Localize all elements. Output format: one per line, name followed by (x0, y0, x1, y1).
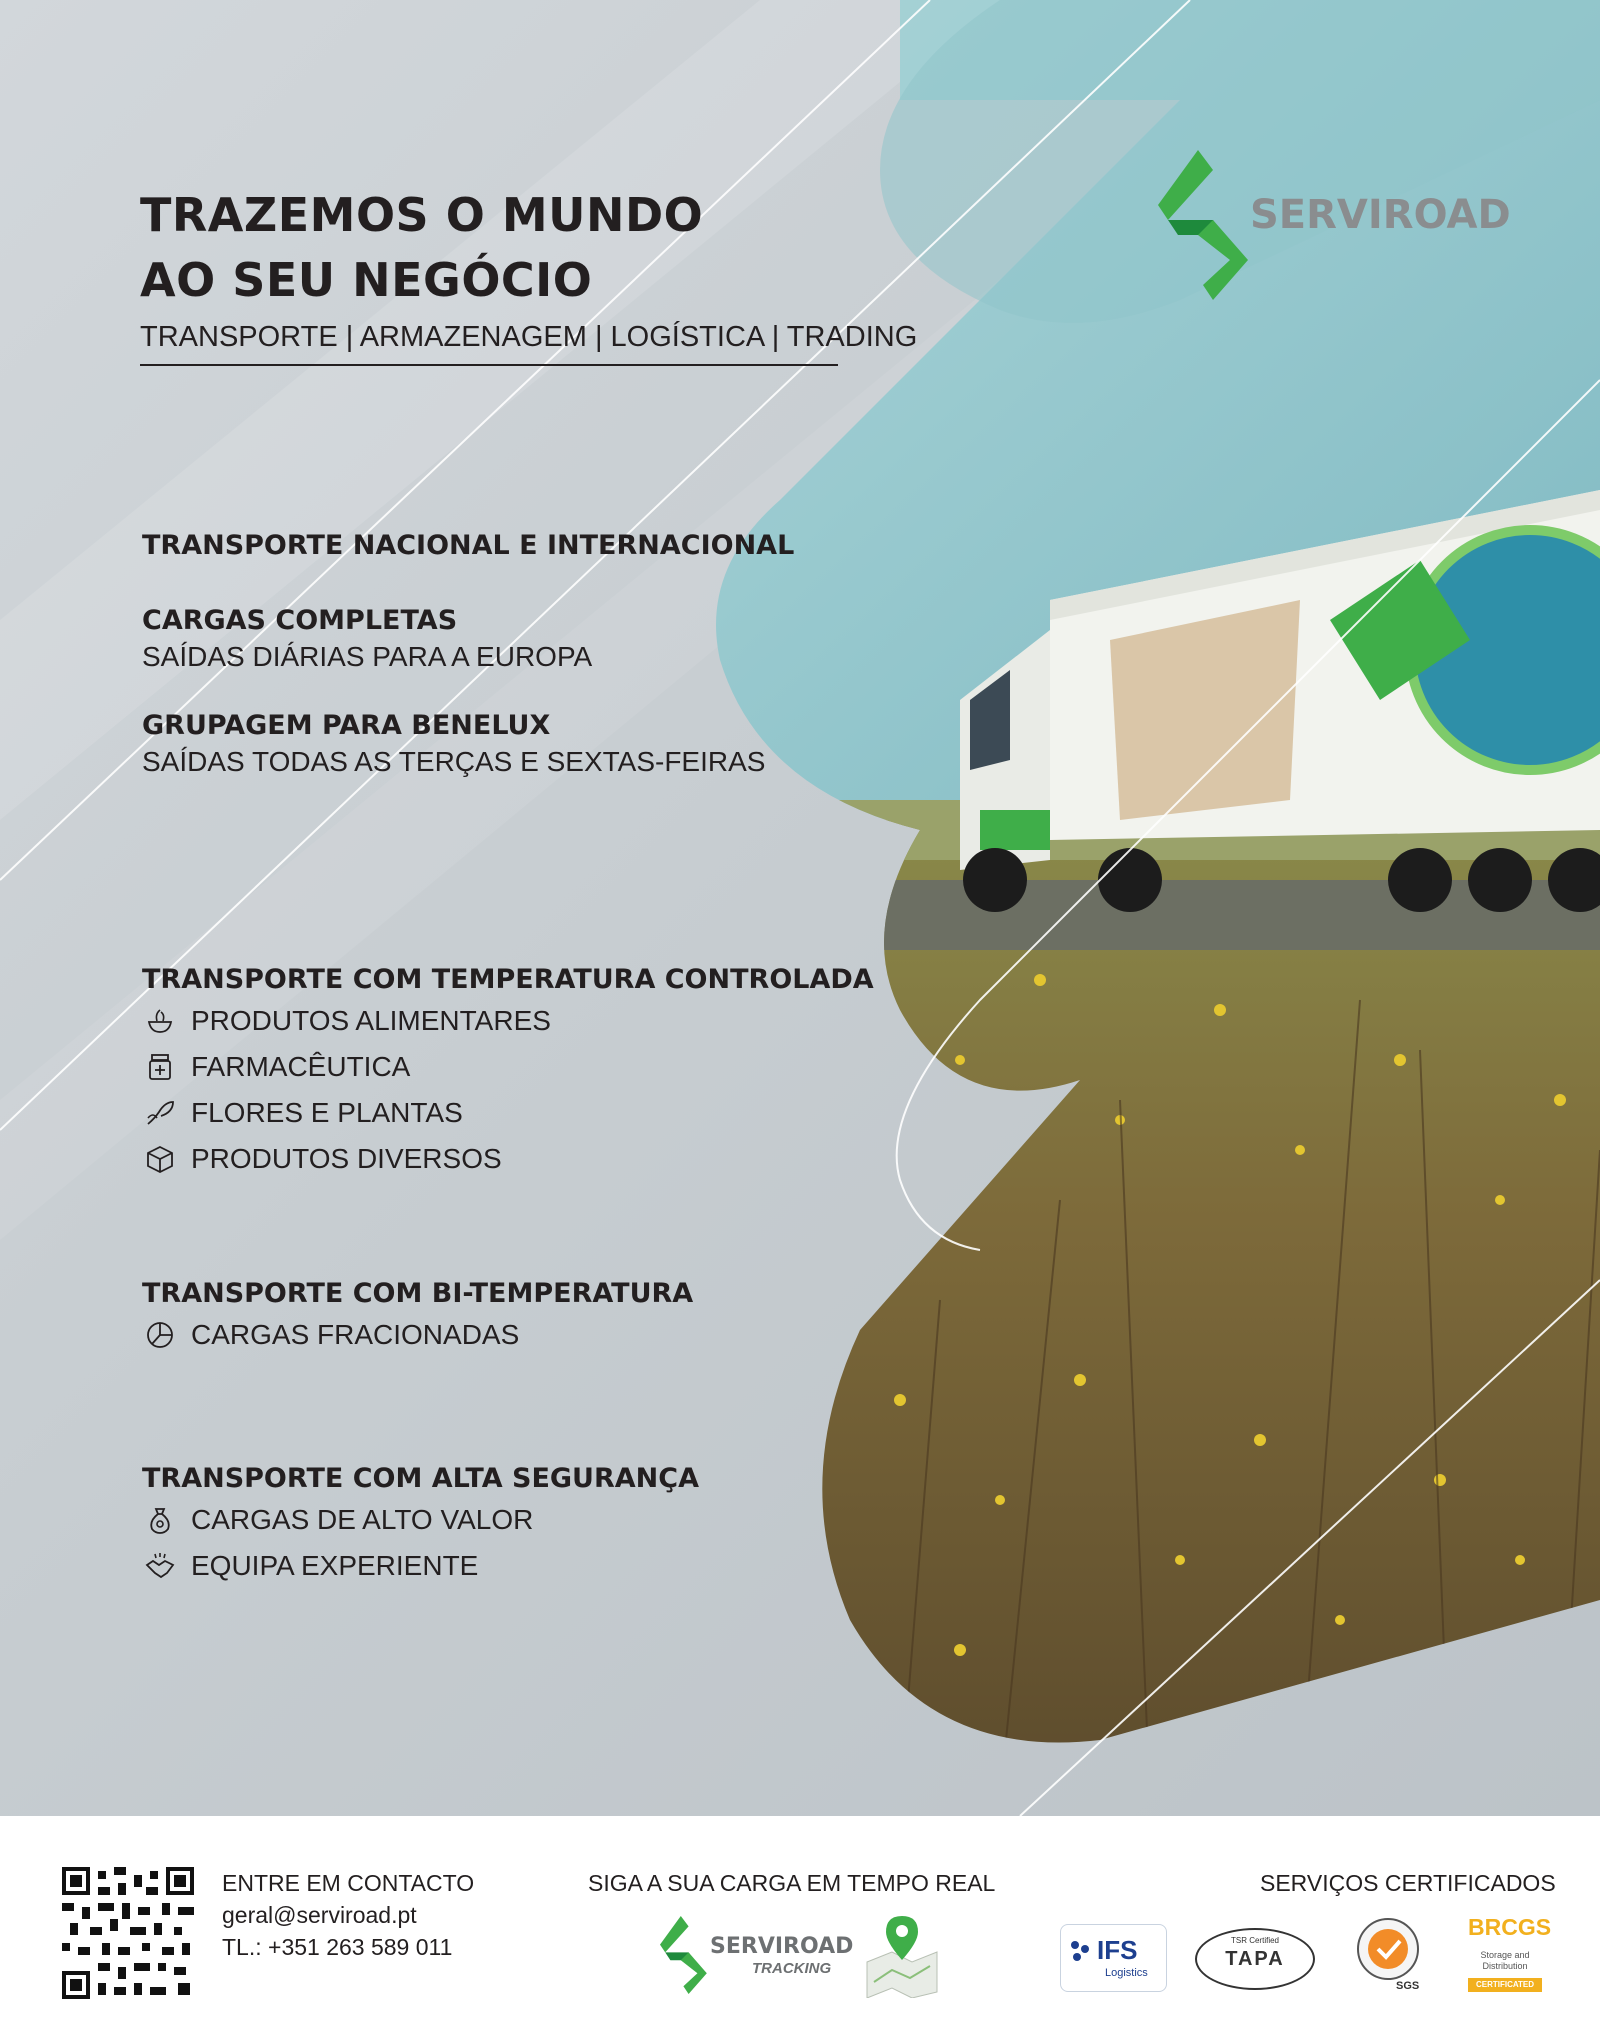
qr-code[interactable] (62, 1867, 194, 1999)
list-item-label: FARMACÊUTICA (191, 1051, 411, 1082)
contact-phone: TL.: +351 263 589 011 (222, 1934, 453, 1960)
ifs-logo-text: IFS (1097, 1935, 1138, 1965)
qr-code-graphic (62, 1867, 194, 1999)
list-item (145, 998, 551, 1044)
brcgs-logo-text: BRCGS (1468, 1914, 1552, 1940)
section-title-groupage: GRUPAGEM PARA BENELUX (142, 710, 551, 741)
list-item (145, 1136, 551, 1182)
brcgs-badge: CERTIFICATED (1468, 1978, 1542, 1992)
section-title-bi-temperature: TRANSPORTE COM BI-TEMPERATURA (142, 1278, 694, 1309)
ifs-logo-sub: Logistics (1105, 1967, 1148, 1979)
list-item-label: PRODUTOS ALIMENTARES (191, 1005, 551, 1036)
list-item (145, 1497, 533, 1543)
money-bag-icon (145, 1505, 175, 1535)
serviroad-logo (1158, 150, 1511, 300)
list-item (145, 1044, 551, 1090)
tracking-logo-name: SERVIROAD (710, 1934, 854, 1959)
serviroad-tracking-logo[interactable] (658, 1916, 858, 1996)
leaf-sprout-icon (145, 1098, 175, 1128)
sgs-seal-icon (1350, 1916, 1426, 1982)
contact-email-link[interactable]: geral@serviroad.pt (222, 1902, 417, 1928)
list-item (145, 1312, 519, 1358)
pie-chart-icon (145, 1320, 175, 1350)
tracking-logo-sub: TRACKING (752, 1960, 832, 1977)
ifs-logo (1060, 1924, 1167, 1992)
tapa-logo-sub: TSR Certified (1230, 1936, 1279, 1945)
tapa-logo (1195, 1928, 1315, 1990)
headline-line-1: TRAZEMOS O MUNDO (140, 188, 704, 242)
ifs-dots-icon (1069, 1939, 1093, 1963)
contact-title: ENTRE EM CONTACTO (222, 1870, 475, 1896)
list-item-label: CARGAS FRACIONADAS (191, 1319, 520, 1350)
tracking-title: SIGA A SUA CARGA EM TEMPO REAL (588, 1870, 996, 1896)
list-item (145, 1090, 551, 1136)
section-subtitle-full-loads: SAÍDAS DIÁRIAS PARA A EUROPA (142, 641, 593, 672)
box-icon (145, 1144, 175, 1174)
footer (0, 1816, 1600, 2037)
serviroad-logo-text: SERVIROAD (1250, 192, 1511, 238)
sgs-logo-text: SGS (1396, 1980, 1420, 1992)
services-tagline: TRANSPORTE | ARMAZENAGEM | LOGÍSTICA | TRADING (140, 321, 838, 366)
list-item-label: PRODUTOS DIVERSOS (191, 1143, 502, 1174)
brcgs-logo-sub: Storage and Distribution (1480, 1950, 1530, 1971)
headline-line-2: AO SEU NEGÓCIO (140, 253, 593, 307)
handshake-icon (145, 1551, 175, 1581)
map-pin-icon (862, 1912, 942, 1998)
section-title-security: TRANSPORTE COM ALTA SEGURANÇA (142, 1463, 699, 1494)
certified-title: SERVIÇOS CERTIFICADOS (1260, 1870, 1556, 1896)
temperature-list (145, 998, 551, 1182)
tapa-logo-text: TAPA (1225, 1948, 1285, 1970)
brcgs-logo (1462, 1914, 1552, 1998)
section-title-temperature: TRANSPORTE COM TEMPERATURA CONTROLADA (142, 964, 874, 995)
list-item (145, 1543, 533, 1589)
section-subtitle-groupage: SAÍDAS TODAS AS TERÇAS E SEXTAS-FEIRAS (142, 746, 766, 777)
list-item-label: EQUIPA EXPERIENTE (191, 1550, 479, 1581)
section-title-national: TRANSPORTE NACIONAL E INTERNACIONAL (142, 530, 795, 561)
security-list (145, 1497, 533, 1589)
serviroad-tracking-mark-icon (658, 1916, 714, 1994)
serviroad-logo-mark-icon (1158, 150, 1258, 300)
list-item-label: FLORES E PLANTAS (191, 1097, 463, 1128)
medicine-jar-icon (145, 1052, 175, 1082)
list-item-label: CARGAS DE ALTO VALOR (191, 1504, 534, 1535)
food-bowl-icon (145, 1006, 175, 1036)
bi-temperature-list (145, 1312, 519, 1358)
section-title-full-loads: CARGAS COMPLETAS (142, 605, 458, 636)
tracking-app-icon[interactable] (862, 1912, 942, 1998)
sgs-logo (1350, 1916, 1426, 1996)
